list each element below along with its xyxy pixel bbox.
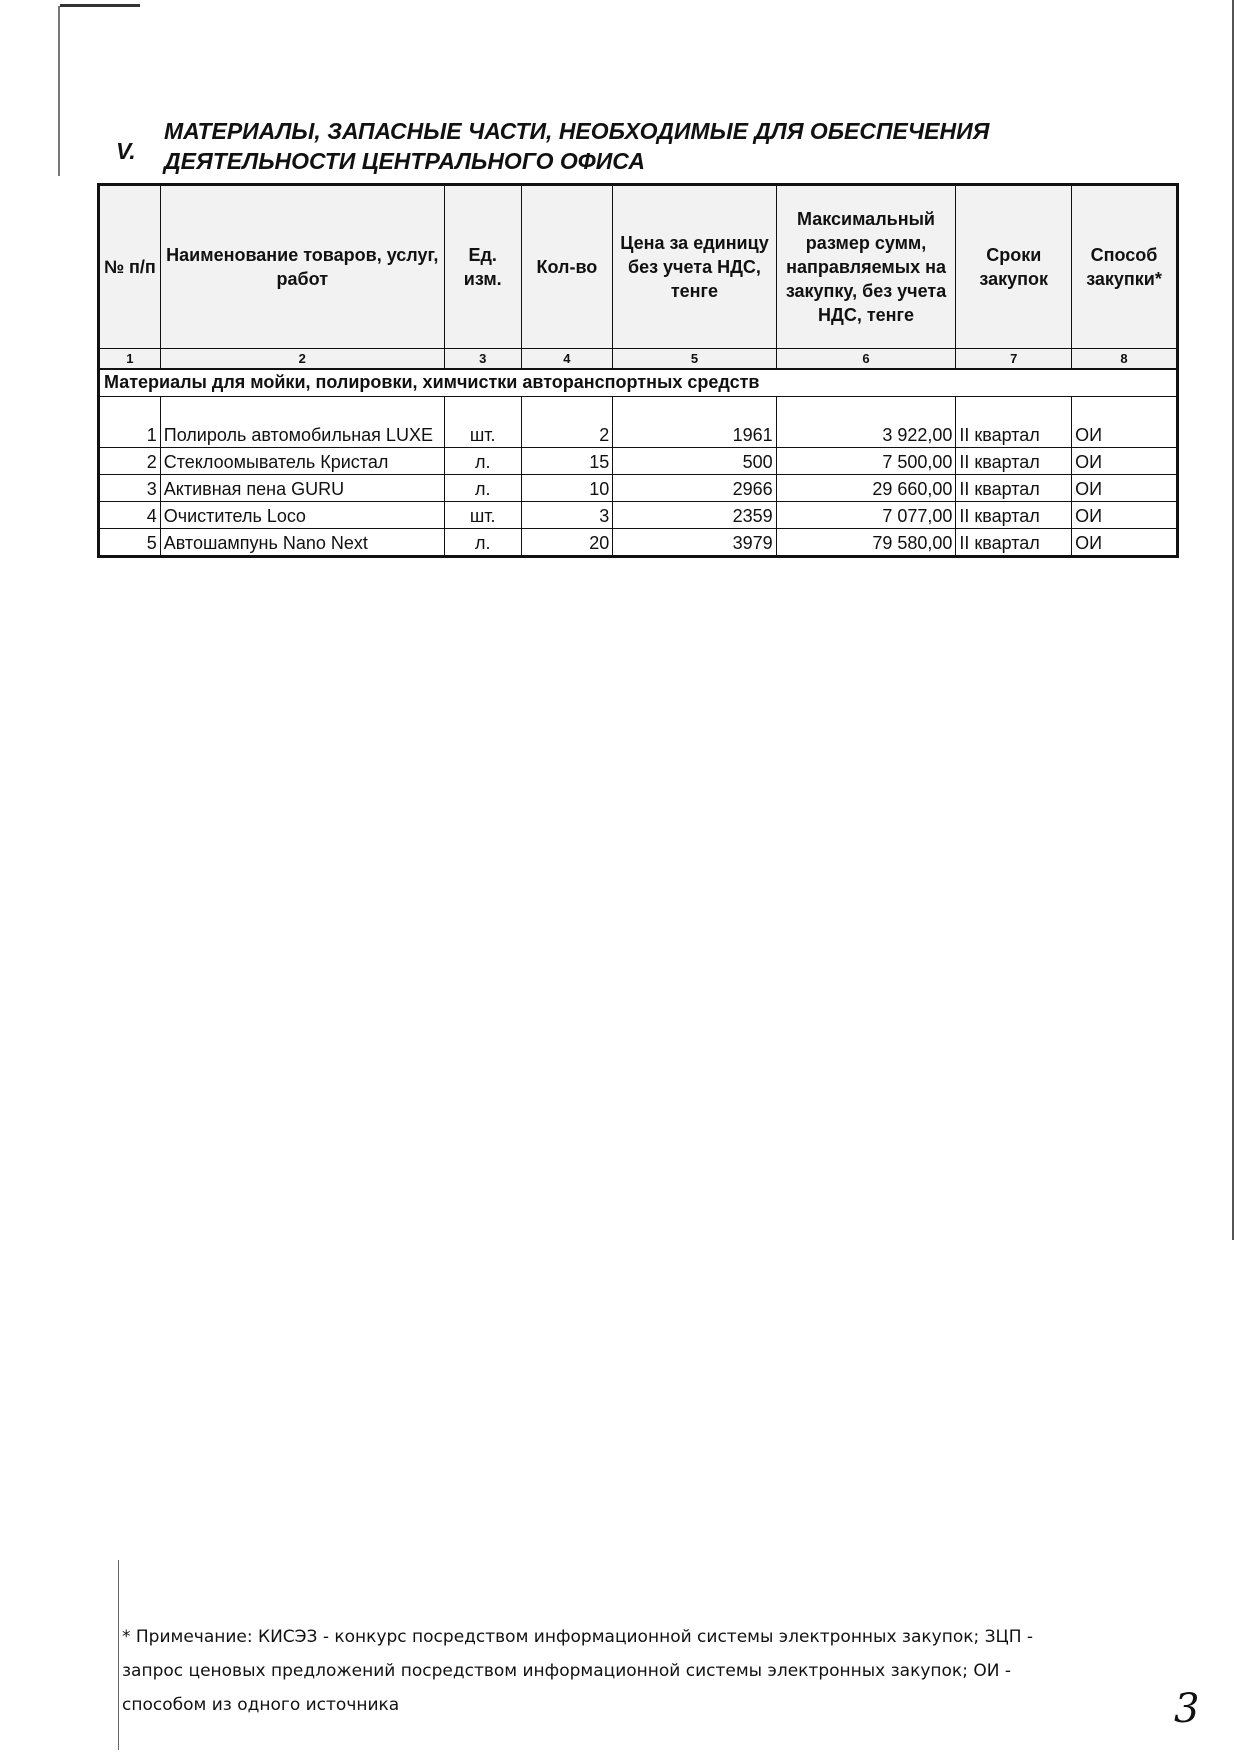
scan-artifact-right bbox=[1232, 0, 1234, 1240]
row-number: 2 bbox=[99, 447, 161, 474]
section-title bbox=[164, 116, 1094, 176]
row-method: ОИ bbox=[1072, 474, 1178, 501]
section-number: V. bbox=[116, 138, 136, 164]
row-unit-price: 500 bbox=[613, 447, 776, 474]
footnote-line: * Примечание: КИСЭЗ - конкурс посредством информационной системы электронных закупок; ЗЦП - bbox=[122, 1627, 1034, 1647]
table-row bbox=[99, 528, 1178, 556]
row-period: II квартал bbox=[956, 528, 1072, 556]
group-row bbox=[99, 369, 1178, 397]
row-unit: шт. bbox=[444, 396, 521, 447]
scan-artifact-left bbox=[58, 6, 60, 176]
row-unit: л. bbox=[444, 474, 521, 501]
row-item-name: Автошампунь Nano Next bbox=[160, 528, 444, 556]
row-unit: л. bbox=[444, 528, 521, 556]
row-max-sum: 7 500,00 bbox=[776, 447, 956, 474]
footnote-line: запрос ценовых предложений посредством информационной системы электронных закупок; ОИ - bbox=[122, 1661, 1011, 1681]
row-item-name: Полироль автомобильная LUXE bbox=[160, 396, 444, 447]
column-number: 3 bbox=[444, 349, 521, 369]
scan-artifact-bottom bbox=[118, 1560, 119, 1750]
table-row bbox=[99, 501, 1178, 528]
table-row bbox=[99, 447, 1178, 474]
header-method: Способ закупки* bbox=[1072, 185, 1178, 349]
handwritten-page-number: 3 bbox=[1174, 1686, 1200, 1732]
row-quantity: 2 bbox=[521, 396, 613, 447]
row-period: II квартал bbox=[956, 447, 1072, 474]
group-title: Материалы для мойки, полировки, химчистки авторанспортных средств bbox=[99, 369, 1178, 397]
table-header-row bbox=[99, 185, 1178, 349]
row-period: II квартал bbox=[956, 396, 1072, 447]
row-quantity: 15 bbox=[521, 447, 613, 474]
row-method: ОИ bbox=[1072, 501, 1178, 528]
column-number: 7 bbox=[956, 349, 1072, 369]
row-number: 3 bbox=[99, 474, 161, 501]
header-max-sum: Максимальный размер сумм, направляемых на закупку, без учета НДС, тенге bbox=[776, 185, 956, 349]
row-method: ОИ bbox=[1072, 447, 1178, 474]
row-item-name: Активная пена GURU bbox=[160, 474, 444, 501]
header-unit: Ед. изм. bbox=[444, 185, 521, 349]
row-item-name: Стеклоомыватель Кристал bbox=[160, 447, 444, 474]
row-max-sum: 29 660,00 bbox=[776, 474, 956, 501]
column-number: 2 bbox=[160, 349, 444, 369]
row-max-sum: 79 580,00 bbox=[776, 528, 956, 556]
section-title-line2: ДЕЯТЕЛЬНОСТИ ЦЕНТРАЛЬНОГО ОФИСА bbox=[164, 148, 645, 174]
row-quantity: 3 bbox=[521, 501, 613, 528]
row-number: 1 bbox=[99, 396, 161, 447]
column-number: 4 bbox=[521, 349, 613, 369]
header-unit-price: Цена за единицу без учета НДС, тенге bbox=[613, 185, 776, 349]
table-row bbox=[99, 396, 1178, 447]
header-name: Наименование товаров, услуг, работ bbox=[160, 185, 444, 349]
footnote-line: способом из одного источника bbox=[122, 1695, 400, 1715]
row-unit: л. bbox=[444, 447, 521, 474]
scan-artifact-top bbox=[60, 4, 140, 7]
procurement-table bbox=[97, 183, 1179, 558]
row-unit-price: 3979 bbox=[613, 528, 776, 556]
row-quantity: 10 bbox=[521, 474, 613, 501]
row-period: II квартал bbox=[956, 501, 1072, 528]
row-number: 5 bbox=[99, 528, 161, 556]
row-max-sum: 3 922,00 bbox=[776, 396, 956, 447]
row-quantity: 20 bbox=[521, 528, 613, 556]
row-unit-price: 2359 bbox=[613, 501, 776, 528]
header-period: Сроки закупок bbox=[956, 185, 1072, 349]
column-number: 1 bbox=[99, 349, 161, 369]
column-number: 8 bbox=[1072, 349, 1178, 369]
section-title-line1: МАТЕРИАЛЫ, ЗАПАСНЫЕ ЧАСТИ, НЕОБХОДИМЫЕ ДЛЯ ОБЕСПЕЧЕНИЯ bbox=[164, 118, 990, 144]
row-method: ОИ bbox=[1072, 528, 1178, 556]
header-quantity: Кол-во bbox=[521, 185, 613, 349]
column-number: 6 bbox=[776, 349, 956, 369]
table-row bbox=[99, 474, 1178, 501]
row-period: II квартал bbox=[956, 474, 1072, 501]
row-max-sum: 7 077,00 bbox=[776, 501, 956, 528]
row-item-name: Очиститель Loco bbox=[160, 501, 444, 528]
footnote bbox=[122, 1620, 1122, 1722]
row-unit: шт. bbox=[444, 501, 521, 528]
row-number: 4 bbox=[99, 501, 161, 528]
column-number-row bbox=[99, 349, 1178, 369]
row-method: ОИ bbox=[1072, 396, 1178, 447]
row-unit-price: 1961 bbox=[613, 396, 776, 447]
column-number: 5 bbox=[613, 349, 776, 369]
row-unit-price: 2966 bbox=[613, 474, 776, 501]
header-number: № п/п bbox=[99, 185, 161, 349]
